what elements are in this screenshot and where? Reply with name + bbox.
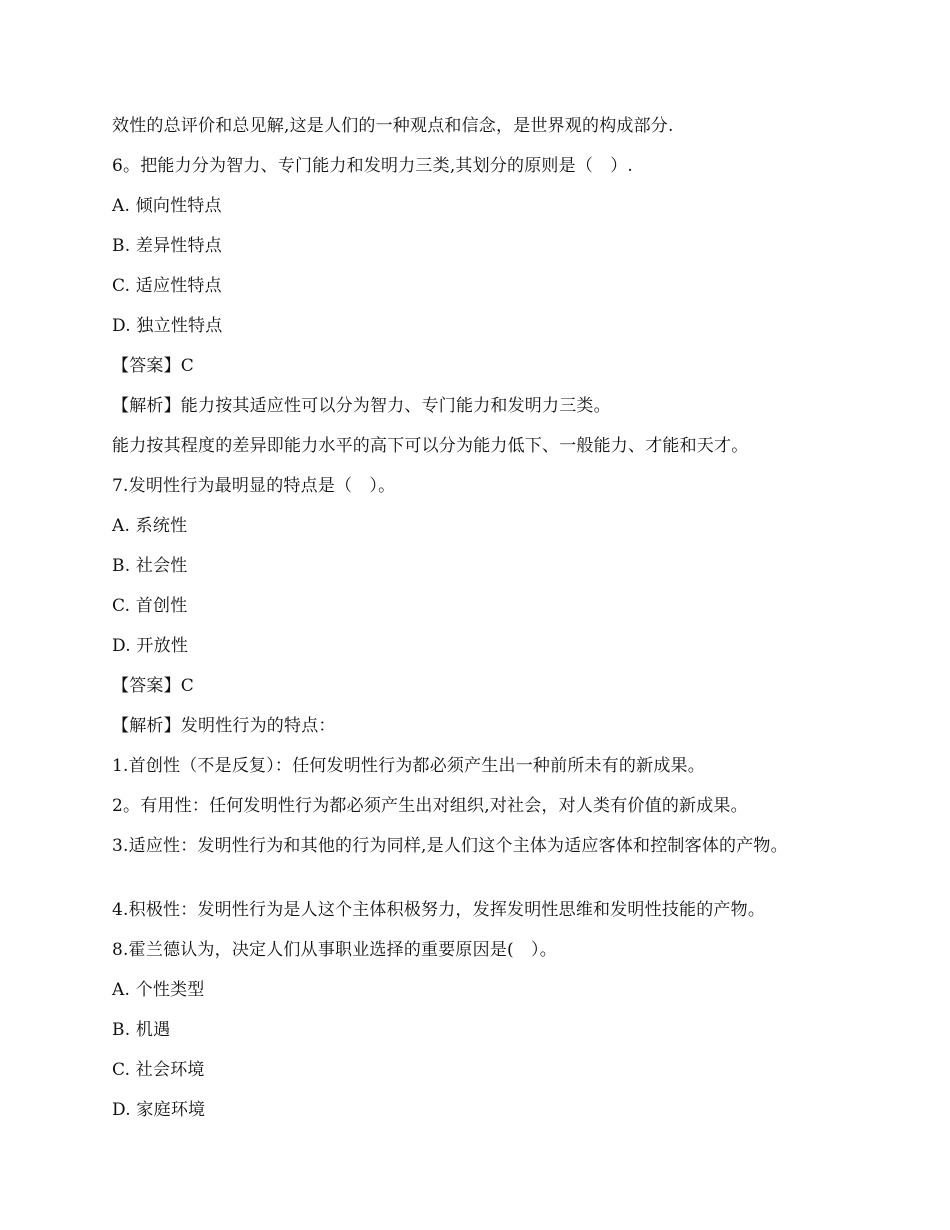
option-d: D. 开放性 <box>112 636 189 656</box>
text-line: 能力按其程度的差异即能力水平的高下可以分为能力低下、一般能力、才能和天才。 <box>112 436 749 456</box>
option-d: D. 家庭环境 <box>112 1100 206 1120</box>
explanation: 【解析】能力按其适应性可以分为智力、专门能力和发明力三类。 <box>112 396 611 416</box>
explanation: 【解析】发明性行为的特点： <box>112 716 336 736</box>
option-c: C. 适应性特点 <box>112 276 222 296</box>
list-item: 1.首创性（不是反复）：任何发明性行为都必须产生出一种前所未有的新成果。 <box>112 756 705 776</box>
option-d: D. 独立性特点 <box>112 316 223 336</box>
list-item: 3.适应性：发明性行为和其他的行为同样,是人们这个主体为适应客体和控制客体的产物。 <box>112 836 788 856</box>
option-b: B. 机遇 <box>112 1020 171 1040</box>
option-a: A. 个性类型 <box>112 980 205 1000</box>
list-item: 2。有用性：任何发明性行为都必须产生出对组织,对社会，对人类有价值的新成果。 <box>112 796 748 816</box>
question-7: 7.发明性行为最明显的特点是（ ）。 <box>112 476 396 496</box>
text-line: 效性的总评价和总见解,这是人们的一种观点和信念，是世界观的构成部分. <box>112 116 674 136</box>
list-item: 4.积极性：发明性行为是人这个主体积极努力，发挥发明性思维和发明性技能的产物。 <box>112 900 766 920</box>
option-a: A. 倾向性特点 <box>112 196 222 216</box>
question-8: 8.霍兰德认为，决定人们从事职业选择的重要原因是( ）。 <box>112 940 557 960</box>
answer: 【答案】C <box>112 676 195 696</box>
option-a: A. 系统性 <box>112 516 188 536</box>
question-6: 6。把能力分为智力、专门能力和发明力三类,其划分的原则是（ ）. <box>112 156 634 176</box>
option-b: B. 差异性特点 <box>112 236 222 256</box>
option-c: C. 社会环境 <box>112 1060 205 1080</box>
option-b: B. 社会性 <box>112 556 188 576</box>
answer: 【答案】C <box>112 356 195 376</box>
option-c: C. 首创性 <box>112 596 188 616</box>
